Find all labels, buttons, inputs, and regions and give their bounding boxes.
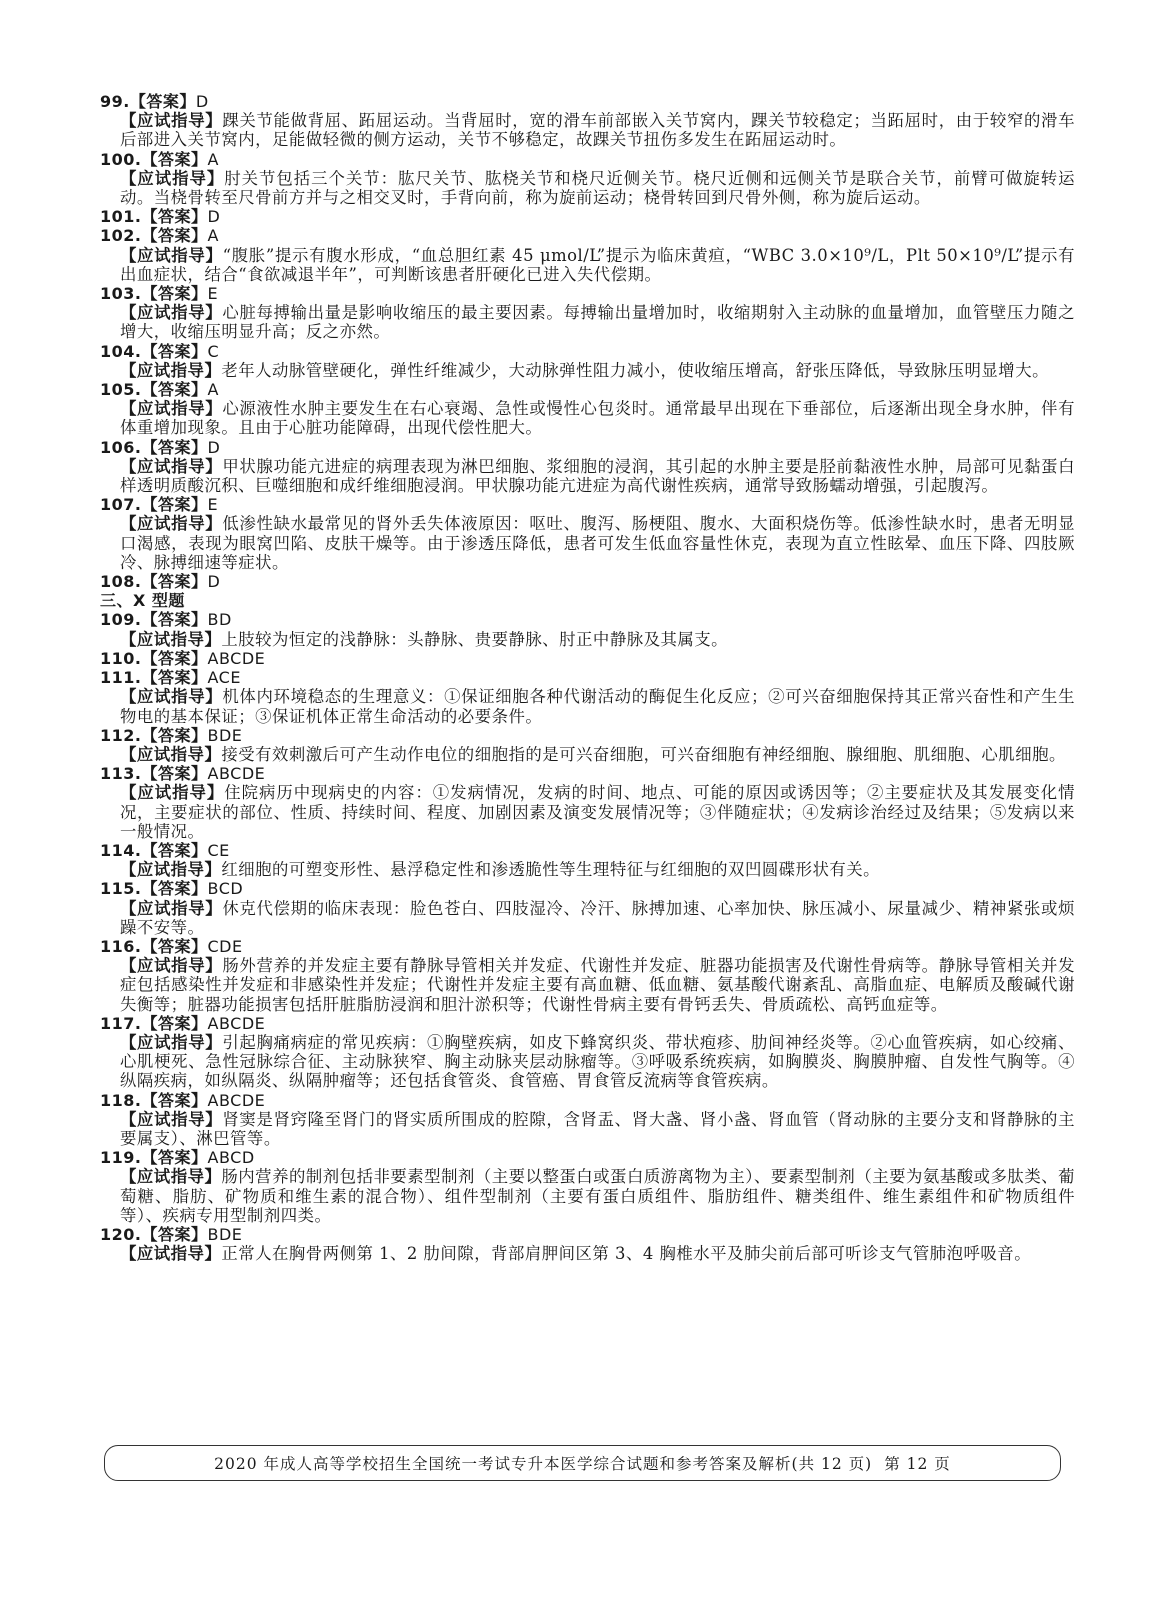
guide-text: 住院病历中现病史的内容：①发病情况，发病的时间、地点、可能的原因或诱因等；②主要症状及其发展变化情况，主要症状的部位、性质、持续时间、程度、加剧因素及演变发展情况等；③伴随症状；④发病诊治经过及结果；⑤发病以来一般情况。 (120, 783, 1075, 841)
guide-tag: 【应试指导】 (120, 1032, 223, 1052)
guide-tag: 【应试指导】 (120, 783, 225, 803)
answer-value: D (195, 92, 209, 111)
answer-line (100, 668, 1075, 687)
answer-line (100, 226, 1075, 245)
exam-guide (100, 169, 1075, 207)
answer-list (100, 92, 1075, 1263)
answer-line (100, 495, 1075, 514)
exam-guide (100, 899, 1075, 937)
guide-text: 肠外营养的并发症主要有静脉导管相关并发症、代谢性并发症、脏器功能损害及代谢性骨病等。静脉导管相关并发症包括感染性并发症和非感染性并发症；代谢性并发症主要有高血糖、低血糖、氨基酸代谢紊乱、高脂血症、电解质及酸碱代谢失衡等；脏器功能损害包括肝脏脂肪浸润和胆汁淤积等；代谢性骨病主要有骨钙丢失、骨质疏松、高钙血症等。 (120, 956, 1076, 1014)
answer-line (100, 1091, 1075, 1110)
answer-line (100, 937, 1075, 956)
question-number: 116. (100, 936, 142, 956)
answer-value: ABCD (207, 1148, 255, 1168)
answer-item (100, 207, 1075, 226)
answer-value: CE (207, 840, 230, 860)
guide-tag: 【应试指导】 (120, 1244, 222, 1264)
exam-guide (100, 956, 1075, 1014)
guide-tag: 【应试指导】 (120, 687, 223, 707)
exam-guide (100, 860, 1075, 879)
guide-text: 正常人在胸骨两侧第 1、2 肋间隙，背部肩胛间区第 3、4 胸椎水平及肺尖前后部可听诊支气管肺泡呼吸音。 (221, 1244, 1032, 1264)
question-number: 101. (100, 207, 142, 227)
exam-guide (100, 361, 1075, 380)
guide-text: 上肢较为恒定的浅静脉：头静脉、贵要静脉、肘正中静脉及其属支。 (221, 629, 729, 649)
answer-tag: 【答案】 (141, 1148, 208, 1168)
question-number: 117. (100, 1013, 142, 1033)
answer-item (100, 649, 1075, 668)
answer-value: BCD (207, 879, 244, 899)
exam-guide (100, 514, 1075, 572)
answer-line (100, 726, 1075, 745)
answer-value: D (207, 437, 221, 457)
answer-value: C (207, 341, 220, 361)
guide-text: 引起胸痛病症的常见疾病：①胸壁疾病，如皮下蜂窝织炎、带状疱疹、肋间神经炎等。②心血管疾病，如心绞痛、心肌梗死、急性冠脉综合征、主动脉狭窄、胸主动脉夹层动脉瘤等。③呼吸系统疾病，如胸膜炎、胸膜肿瘤、自发性气胸等。④纵隔疾病，如纵隔炎、纵隔肿瘤等；还包括食管炎、食管癌、胃食管反流病等食管疾病。 (120, 1032, 1076, 1091)
answer-value: A (207, 149, 219, 169)
answer-tag: 【答案】 (141, 284, 208, 304)
answer-value: ABCDE (207, 1013, 266, 1033)
guide-tag: 【应试指导】 (120, 629, 222, 649)
answer-value: A (207, 226, 219, 246)
answer-line (100, 150, 1075, 169)
answer-item (100, 438, 1075, 496)
answer-tag: 【答案】 (141, 668, 208, 688)
exam-guide (100, 399, 1075, 437)
answer-tag: 【答案】 (141, 936, 208, 956)
answer-line (100, 879, 1075, 898)
guide-tag: 【应试指导】 (120, 111, 223, 131)
guide-tag: 【应试指导】 (120, 514, 223, 534)
answer-value: E (207, 284, 219, 304)
exam-guide (100, 303, 1075, 341)
answer-tag: 【答案】 (129, 92, 196, 111)
answer-tag: 【答案】 (141, 149, 208, 169)
exam-guide (100, 745, 1075, 764)
answer-item (100, 150, 1075, 208)
guide-tag: 【应试指导】 (120, 1167, 222, 1187)
guide-text: 甲状腺功能亢进症的病理表现为淋巴细胞、浆细胞的浸润，其引起的水肿主要是胫前黏液性水肿，局部可见黏蛋白样透明质酸沉积、巨噬细胞和成纤维细胞浸润。甲状腺功能亢进症为高代谢性疾病，通常导致肠蠕动增强，引起腹泻。 (120, 456, 1076, 496)
answer-line (100, 284, 1075, 303)
guide-tag: 【应试指导】 (120, 456, 223, 476)
exam-guide (100, 111, 1075, 149)
question-number: 100. (100, 149, 142, 169)
exam-guide (100, 1167, 1075, 1225)
question-number: 114. (100, 840, 142, 860)
guide-text: 踝关节能做背屈、跖屈运动。当背屈时，宽的滑车前部嵌入关节窝内，踝关节较稳定；当跖屈时，由于较窄的滑车后部进入关节窝内，足能做轻微的侧方运动，关节不够稳定，故踝关节扭伤多发生在跖屈运动时。 (120, 111, 1076, 150)
answer-tag: 【答案】 (141, 1090, 208, 1110)
answer-item (100, 1014, 1075, 1091)
question-number: 102. (100, 226, 142, 246)
section-title: 三、X 型题 (100, 591, 185, 611)
answer-item (100, 380, 1075, 438)
answer-line (100, 1225, 1075, 1244)
answer-line (100, 649, 1075, 668)
answer-tag: 【答案】 (141, 725, 208, 745)
guide-text: 老年人动脉管壁硬化，弹性纤维减少，大动脉弹性阻力减小，使收缩压增高，舒张压降低，导致脉压明显增大。 (221, 360, 1049, 380)
exam-guide (100, 630, 1075, 649)
question-number: 118. (100, 1090, 142, 1110)
guide-tag: 【应试指导】 (120, 898, 223, 918)
question-number: 110. (100, 648, 142, 668)
guide-text: 低渗性缺水最常见的肾外丢失体液原因：呕吐、腹泻、肠梗阻、腹水、大面积烧伤等。低渗性缺水时，患者无明显口渴感，表现为眼窝凹陷、皮肤干燥等。由于渗透压降低，患者可发生低血容量性休克，表现为直立性眩晕、血压下降、四肢厥冷、脉搏细速等症状。 (120, 514, 1076, 572)
answer-value: ABCDE (207, 1090, 266, 1110)
guide-text: 接受有效刺激后可产生动作电位的细胞指的是可兴奋细胞，可兴奋细胞有神经细胞、腺细胞、肌细胞、心肌细胞。 (221, 744, 1066, 764)
answer-item (100, 726, 1075, 764)
answer-tag: 【答案】 (141, 207, 208, 227)
guide-text: 肾窦是肾窍隆至肾门的肾实质所围成的腔隙，含肾盂、肾大盏、肾小盏、肾血管（肾动脉的主要分支和肾静脉的主要属支）、淋巴管等。 (120, 1109, 1076, 1148)
guide-tag: 【应试指导】 (120, 360, 222, 380)
answer-item (100, 764, 1075, 841)
guide-text: 休克代偿期的临床表现：脸色苍白、四肢湿冷、冷汗、脉搏加速、心率加快、脉压减小、尿量减少、精神紧张或烦躁不安等。 (120, 898, 1076, 937)
answer-line (100, 342, 1075, 361)
answer-tag: 【答案】 (141, 495, 208, 515)
exam-guide (100, 246, 1075, 284)
exam-guide (100, 687, 1075, 725)
footer-title: 2020 年成人高等学校招生全国统一考试专升本医学综合试题和参考答案及解析(共 12 页) (214, 1455, 873, 1473)
answer-item (100, 1225, 1075, 1263)
exam-guide (100, 1033, 1075, 1091)
guide-tag: 【应试指导】 (120, 303, 223, 323)
guide-tag: 【应试指导】 (120, 744, 222, 764)
guide-tag: 【应试指导】 (120, 956, 223, 976)
answer-item (100, 284, 1075, 342)
answer-item (100, 937, 1075, 1014)
question-number: 99. (100, 92, 130, 111)
guide-text: 肘关节包括三个关节：肱尺关节、肱桡关节和桡尺近侧关节。桡尺近侧和远侧关节是联合关节，前臂可做旋转运动。当桡骨转至尺骨前方并与之相交叉时，手背向前，称为旋前运动；桡骨转回到尺骨外侧，称为旋后运动。 (120, 168, 1075, 208)
question-number: 109. (100, 610, 142, 630)
answer-item (100, 879, 1075, 937)
answer-tag: 【答案】 (141, 610, 208, 630)
answer-value: CDE (207, 936, 243, 956)
answer-item (100, 92, 1075, 150)
answer-item (100, 572, 1075, 591)
guide-tag: 【应试指导】 (120, 168, 225, 188)
answer-tag: 【答案】 (141, 840, 208, 860)
guide-tag: 【应试指导】 (120, 245, 223, 265)
guide-text: 心脏每搏输出量是影响收缩压的最主要因素。每搏输出量增加时，收缩期射入主动脉的血量增加，血管壁压力随之增大，收缩压明显升高；反之亦然。 (120, 303, 1076, 342)
answer-value: D (207, 572, 221, 592)
answer-line (100, 572, 1075, 591)
answer-tag: 【答案】 (141, 1224, 208, 1244)
answer-value: E (207, 495, 219, 515)
guide-text: 肠内营养的制剂包括非要素型制剂（主要以整蛋白或蛋白质游离物为主）、要素型制剂（主要为氨基酸或多肽类、葡萄糖、脂肪、矿物质和维生素的混合物）、组件型制剂（主要有蛋白质组件、脂肪组件、糖类组件、维生素组件和矿物质组件等）、疾病专用型制剂四类。 (120, 1167, 1075, 1225)
exam-guide (100, 1244, 1075, 1263)
single-choice-answers (100, 92, 1075, 591)
question-number: 115. (100, 879, 142, 899)
answer-item (100, 342, 1075, 380)
exam-guide (100, 457, 1075, 495)
answer-item (100, 668, 1075, 726)
answer-value: BD (207, 610, 232, 630)
question-number: 103. (100, 284, 142, 304)
answer-tag: 【答案】 (141, 380, 208, 400)
answer-item (100, 495, 1075, 572)
question-number: 105. (100, 380, 142, 400)
answer-value: A (207, 380, 219, 400)
answer-tag: 【答案】 (141, 879, 208, 899)
answer-line (100, 380, 1075, 399)
page-number: 第 12 页 (884, 1455, 951, 1473)
guide-text: 心源液性水肿主要发生在右心衰竭、急性或慢性心包炎时。通常最早出现在下垂部位，后逐渐出现全身水肿，伴有体重增加现象。且由于心脏功能障碍，出现代偿性肥大。 (120, 399, 1076, 438)
guide-text: 红细胞的可塑变形性、悬浮稳定性和渗透脆性等生理特征与红细胞的双凹圆碟形状有关。 (221, 860, 881, 880)
answer-tag: 【答案】 (141, 764, 208, 784)
answer-item (100, 1148, 1075, 1225)
question-number: 119. (100, 1148, 142, 1168)
exam-guide (100, 1110, 1075, 1148)
answer-line (100, 841, 1075, 860)
answer-tag: 【答案】 (141, 341, 208, 361)
answer-line (100, 764, 1075, 783)
answer-tag: 【答案】 (141, 437, 208, 457)
question-number: 108. (100, 572, 142, 592)
answer-tag: 【答案】 (141, 226, 208, 246)
multiple-choice-answers (100, 610, 1075, 1263)
page-footer (104, 1445, 1061, 1481)
question-number: 113. (100, 764, 142, 784)
answer-value: BDE (207, 725, 243, 745)
question-number: 107. (100, 495, 142, 515)
question-number: 112. (100, 725, 142, 745)
question-number: 104. (100, 341, 142, 361)
answer-tag: 【答案】 (141, 1013, 208, 1033)
guide-tag: 【应试指导】 (120, 1109, 223, 1129)
answer-value: D (207, 207, 221, 227)
answer-item (100, 226, 1075, 284)
guide-text: 机体内环境稳态的生理意义：①保证细胞各种代谢活动的酶促生化反应；②可兴奋细胞保持其正常兴奋性和产生生物电的基本保证；③保证机体正常生命活动的必要条件。 (120, 687, 1076, 726)
answer-value: BDE (207, 1224, 243, 1244)
answer-item (100, 1091, 1075, 1149)
question-number: 120. (100, 1224, 142, 1244)
answer-tag: 【答案】 (141, 572, 208, 592)
answer-line (100, 207, 1075, 226)
answer-value: ABCDE (207, 648, 266, 668)
guide-tag: 【应试指导】 (120, 860, 222, 880)
answer-line (100, 1148, 1075, 1167)
answer-line (100, 1014, 1075, 1033)
answer-item (100, 841, 1075, 879)
answer-value: ACE (207, 668, 241, 688)
question-number: 111. (100, 668, 142, 688)
exam-guide (100, 783, 1075, 841)
answer-value: ABCDE (207, 764, 266, 784)
answer-tag: 【答案】 (141, 648, 208, 668)
guide-tag: 【应试指导】 (120, 399, 223, 419)
answer-item (100, 610, 1075, 648)
answer-line (100, 610, 1075, 629)
guide-text: “腹胀”提示有腹水形成，“血总胆红素 45 μmol/L”提示为临床黄疸，“WBC 3.0×10⁹/L，Plt 50×10⁹/L”提示有出血症状，结合“食欲减退半年”，可判断该患者肝硬化已进入失代偿期。 (120, 245, 1075, 284)
answer-line (100, 438, 1075, 457)
question-number: 106. (100, 437, 142, 457)
answer-line (100, 92, 1075, 111)
